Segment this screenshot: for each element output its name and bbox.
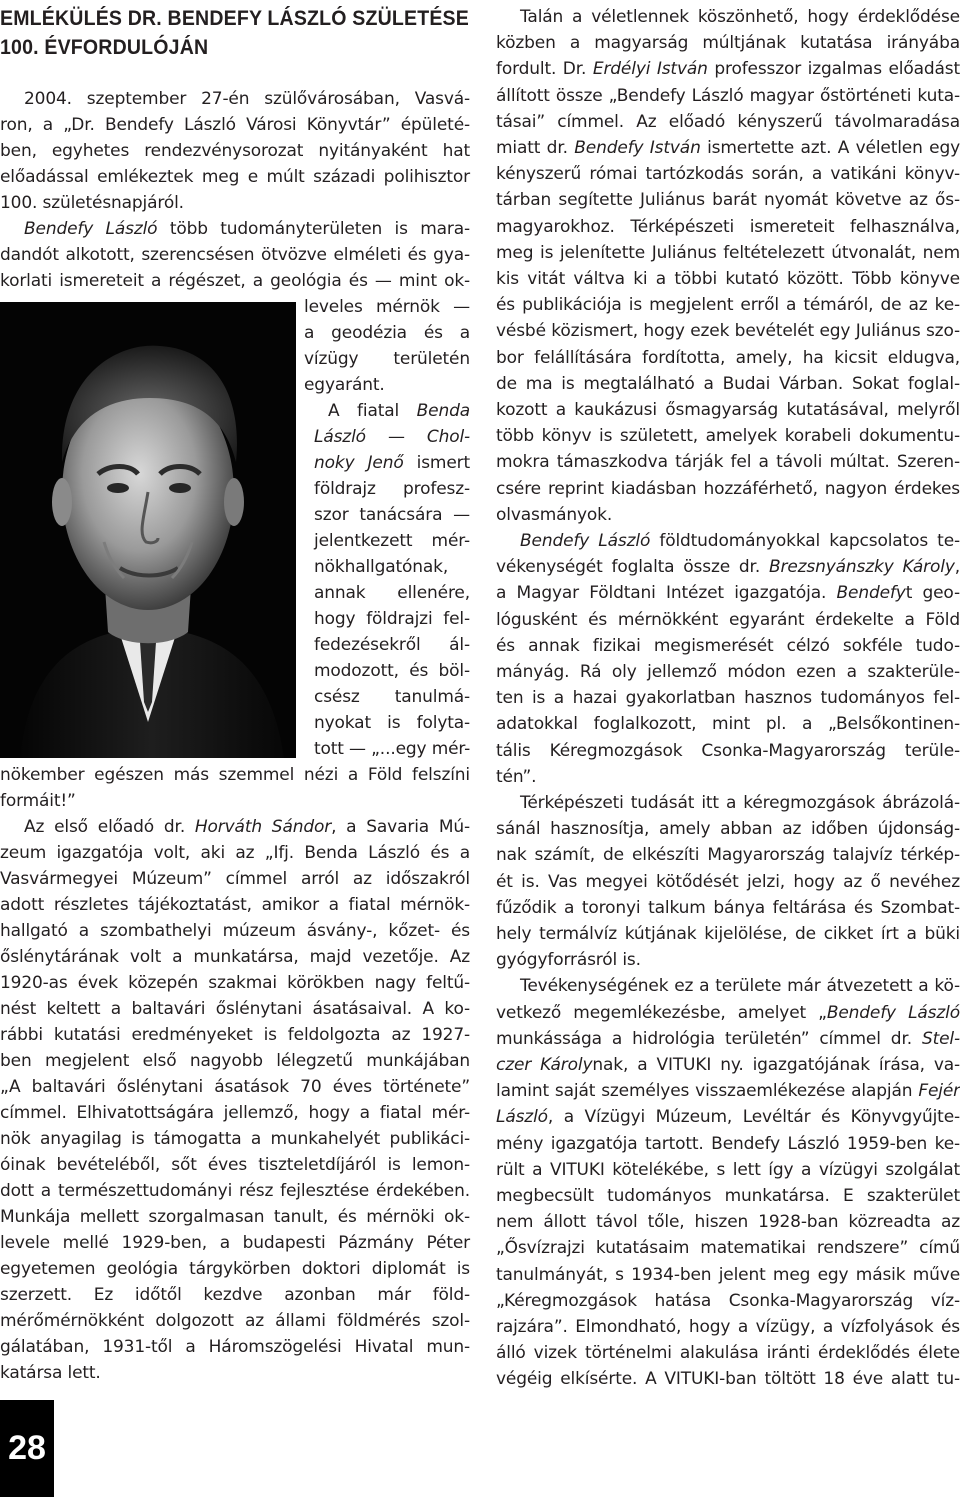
text-line: Talán a véletlennek köszönhető, hogy érdeklődése [520,7,960,27]
text-line: nak számít, de elkészíti Magyarország talajvíz térkép- [496,845,960,866]
text-line: rajzára”. Elmondható, hogy a vízügy, a vízfolyások és [496,1317,960,1337]
text-line: nök anyagilag is támogatta a munkahelyét publikáci- [0,1129,470,1149]
text-line: „A baltavári őslénytani ásatások 70 éves története” [0,1077,470,1097]
text-line: címmel. Elhivatottságára jellemző, hogy a fiatal mér- [0,1103,470,1123]
text-line: Az első előadó dr. Horváth Sándor, a Savaria Mú- [24,817,471,837]
text-line: ten is a hazai gyakorlatban hasznos tudományos fel- [496,688,960,709]
article-title-line: EMLÉKÜLÉS DR. BENDEFY LÁSZLÓ SZÜLETÉSE [0,7,469,30]
text-line: László, a Vízügyi Múzeum, Levéltár és Könyvgyűjte- [496,1107,960,1128]
text-line: adott részletes tájékoztatást, amikor a fiatal mérnök- [0,895,470,915]
text-line: előadással emlékeztek meg e múlt századi polihisztor [0,167,470,187]
text-line: nökember egészen más szemmel nézi a Föld felszíni [0,765,470,785]
text-line: tén”. [496,766,537,787]
text-line: levele mellé 1929-ben, a budapesti Pázmány Péter [0,1233,470,1253]
text-line: álló vizek történelmi alakulása iránti érdeklődés élete [496,1343,960,1364]
text-line: olvasmányok. [496,504,613,525]
text-line: hely termálvíz kútjának kijelölése, de cikket írt a büki [496,924,960,944]
text-line: Bendefy László több tudományterületen is mara- [24,219,470,239]
text-line: őslénytárának volt a munkatársa, majd vezetője. Az [0,947,470,967]
page-number: 28 [0,1400,54,1497]
text-line: hallgató a szombathelyi múzeum ásvány-, kőzet- és [0,921,470,941]
text-line: dandót alkotott, szerencsésen ötvözve elméleti és gya- [0,245,470,265]
text-line: szerzett. Ez időtől kezdve azonban már föld- [0,1285,470,1305]
text-line: vízügy területén [304,349,470,369]
text-line: hogy földrajzi fel- [314,609,470,629]
text-line: Bendefy László földtudományokkal kapcsolatos te- [520,531,960,551]
text-line: nem állott távol tőle, hiszen 1928-ban közreadta az [496,1212,960,1233]
text-line: megbecsült tudományos munkatársa. E szakterület [496,1186,960,1206]
text-line: noky Jenő ismert [314,453,470,473]
text-line: és annak fizikai megismerését célzó sokféle tudo- [496,635,960,656]
text-line: de ma is megtalálható a Budai Várban. Sokat foglal- [496,373,960,394]
text-line: bor felállítására fordította, amely, ha kicsit eldugva, [496,347,960,368]
text-line: ron, a „Dr. Bendefy László Városi Könyvtár” épületé- [0,115,470,135]
text-line: tott — „...egy mér- [314,739,471,759]
text-line: több könyv is született, amelyek korabeli dokumentu- [496,426,960,447]
text-line: dott a természettudományi rész fejlesztése érdekében. [0,1181,470,1201]
text-line: 2004. szeptember 27-én szülővárosában, Vasvá- [24,89,470,109]
text-line: tális Kéregmozgások Csonka-Magyarország terüle- [496,740,960,761]
text-line: annak ellenére, [314,583,470,603]
text-line: tárban segítette Juliánus barát nyomát követve az ős- [496,190,960,211]
text-line: László — Chol- [314,427,470,447]
text-line: fordult. Dr. Erdélyi István professzor izgalmas előadást [496,59,960,80]
text-line: végéig elkísérte. A VITUKI-ban töltött 18 éve alatt tu- [496,1369,960,1390]
text-line: munkássága a hidrológia területén” címmel dr. Stel- [496,1028,960,1049]
text-line: jelentkezett mér- [314,531,470,551]
text-line: adatokkal foglalkozott, mint pl. a „Belsőkontinen- [496,714,960,735]
text-line: és publikációja is megjelent erről a témáról, de az ke- [496,295,960,316]
text-line: nökhallgatónak, [314,557,449,577]
text-line: a Magyar Földtani Intézet igazgatója. Bendefyt geo- [496,583,960,604]
text-line: szor tanácsára — [314,505,470,525]
text-line: egyetemen geológia tárgykörben doktori diplomát is [0,1259,470,1279]
text-line: csére reprint kiadásban hozzáférhető, nagyon érdekes [496,478,960,499]
text-line: csész tanulmá- [314,687,470,707]
text-line: korlati ismereteit a régészet, a geológia és — mint ok- [0,271,470,291]
text-line: földrajz profesz- [314,479,470,499]
text-line: zeum igazgatója volt, aki az „Ifj. Benda László és a [0,843,470,863]
text-line: modozott, és böl- [314,661,470,681]
text-line: fedezésekről ál- [314,635,470,655]
text-line: leveles mérnök — [304,297,470,317]
text-line: a geodézia és a [304,323,470,343]
text-line: meg is jelenítette Juliánus feltételezett útvonalát, nem [496,242,960,263]
text-line: kis vitát váltva ki a többi kutató között. Több könyve [496,269,960,289]
article-title [0,4,469,62]
text-line: Vasvármegyei Múzeum” címmel arról az időszakról [0,869,470,889]
text-line: formáit!” [0,791,76,811]
text-line: gálatában, 1931-től a Háromszögelési Hivatal mun- [0,1337,470,1357]
text-line: czer Károlynak, a VITUKI ny. igazgatójának írása, va- [496,1055,960,1075]
text-line: mény igazgatója tartott. Bendefy László 1959-ben ke- [496,1133,960,1154]
text-line: rült a VITUKI kötelékébe, s lett így a vízügyi szolgálat [496,1159,960,1180]
text-line: vésbé közismert, hogy ezek bevételét egy Juliánus szo- [496,321,960,342]
text-line: „Ősvízrajzi kutatásaim matematikai rendszere” című [496,1238,960,1259]
portrait-photo-drawing [0,302,296,758]
text-line: katársa lett. [0,1363,101,1383]
text-line: Térképészeti tudását itt a kéregmozgások ábrázolá- [520,793,960,813]
text-line: vetkező megemlékezésbe, amelyet „Bendefy László [496,1002,960,1023]
text-line: A fiatal Benda [328,401,470,421]
text-line: tásai” címmel. Az előadó kényszerű távolmaradása [496,111,960,132]
text-line: állított össze „Bendefy László magyar őstörténeti kuta- [496,85,960,106]
text-line: óinak bevételéből, sőt éves tiszteletdíjáról is lemon- [0,1155,470,1175]
text-line: gyógyforrásról is. [496,950,641,971]
text-line: kozott a kaukázusi ősmagyarság kutatásával, melyről [496,400,960,420]
text-line: tanulmányát, s 1934-ben jelent meg egy másik műve [496,1264,960,1285]
text-line: „Kéregmozgások hatása Csonka-Magyarország víz- [496,1290,960,1311]
text-line: vékenységét foglalta össze dr. Brezsnyánszky Károly, [496,557,960,578]
text-line: sánál hasznosítja, amely abban az időben újdonság- [496,819,960,840]
text-line: ét is. Vas megyei kötődését jelzi, hogy az ő nevéhez [496,871,960,892]
text-line: 100. születésnapjáról. [0,193,184,213]
text-line: ben, egyhetes rendezvénysorozat nyitányaként hat [0,141,470,161]
text-line: fűződik a toronyi talkum bánya feltárása és Szombat- [496,897,960,918]
article-title-line: 100. ÉVFORDULÓJÁN [0,36,209,59]
text-line: nyokat is folyta- [314,713,470,733]
text-line: ben megjelent első nagyobb lélegzetű munkájában [0,1051,470,1071]
text-line: mányág. Rá oly jellemző módon ezen a szakterüle- [496,662,960,682]
text-line: Munkája mellett szorgalmasan tanult, és mérnöki ok- [0,1207,470,1227]
text-line: lógusként és mérnökként egyaránt érdekelte a Föld [496,609,960,630]
portrait-photo [0,302,296,758]
text-line: Tevékenységének ez a területe már átvezetett a kö- [520,976,960,997]
text-line: nést keltett a baltavári őslénytani ásatásaival. A ko- [0,999,470,1019]
text-line: mérőmérnökként dolgozott az állami földmérés szol- [0,1311,470,1331]
text-line: miatt dr. Bendefy István ismertette azt. A véletlen egy [496,138,960,158]
text-line: 1920-as évek közepén szakmai körökben nagy feltű- [0,973,470,993]
text-line: rábbi kutatási eredményeket is feldolgozta az 1927- [0,1025,470,1045]
text-line: kényszerű római tartózkodás során, a vatikáni könyv- [496,164,960,185]
text-line: mokra támaszkodva tárják fel a távoli múltat. Szeren- [496,452,960,473]
text-line: lamint saját személyes visszaemlékezése alapján Fejér [496,1081,960,1102]
text-line: magyarokhoz. Térképészeti ismereteit felhasználva, [496,216,960,237]
text-line: közben a magyarság múltjának kutatása irányába [496,33,960,54]
text-line: egyaránt. [304,375,385,395]
